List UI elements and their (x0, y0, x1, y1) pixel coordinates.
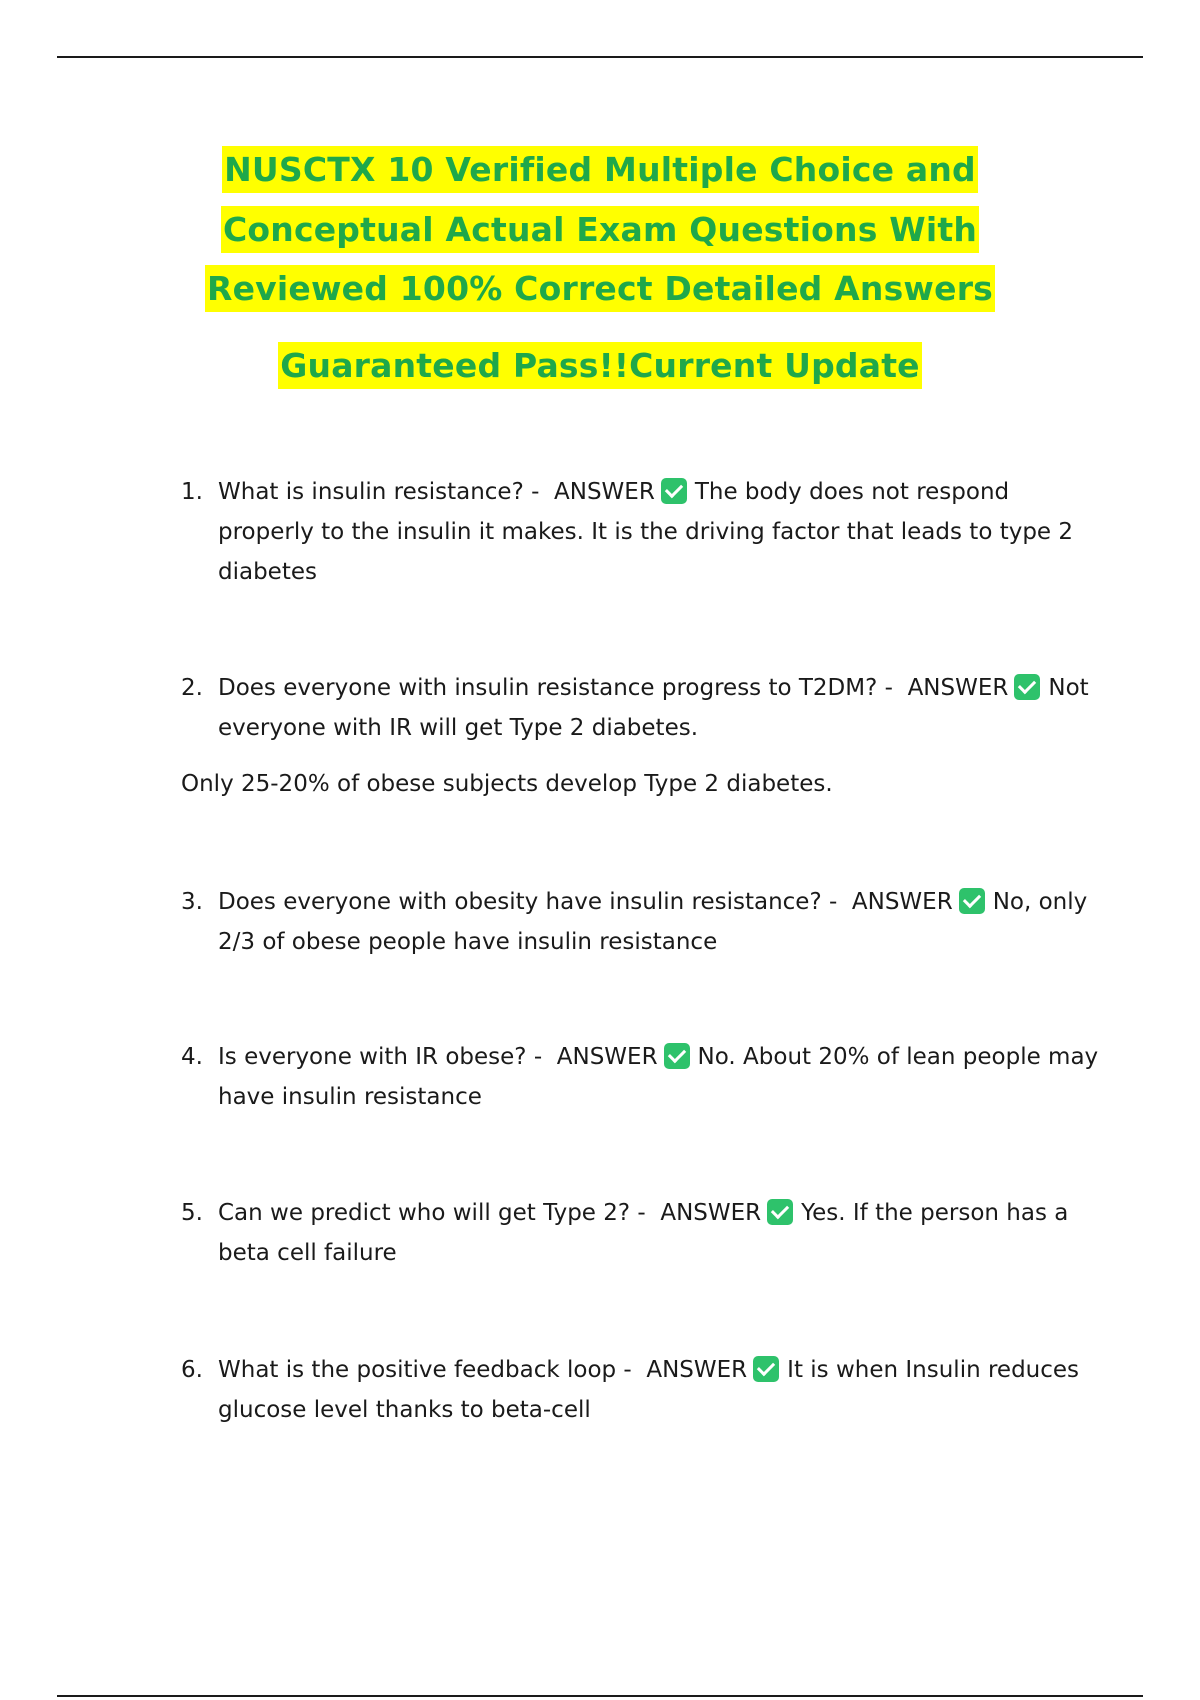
check-box-icon (767, 1199, 793, 1225)
title-line-3: Reviewed 100% Correct Detailed Answers (0, 263, 1200, 315)
answer-label: ANSWER (556, 1044, 658, 1070)
question-number: 5. (181, 1200, 203, 1226)
question-number: 6. (181, 1357, 203, 1383)
answer-text: It is when Insulin reduces glucose level thanks to beta-cell (218, 1357, 1080, 1423)
question-number: 1. (181, 479, 203, 505)
question-text: What is the positive feedback loop - (218, 1357, 632, 1383)
question-item-6 (181, 1350, 1111, 1430)
bottom-rule (57, 1695, 1143, 1697)
question-text: Can we predict who will get Type 2? - (218, 1200, 646, 1226)
answer-text: No. About 20% of lean people may have insulin resistance (218, 1044, 1099, 1110)
question-number: 3. (181, 889, 203, 915)
question-item-2 (181, 668, 1111, 748)
answer-text: Yes. If the person has a beta cell failure (218, 1200, 1069, 1266)
question-item-4 (181, 1037, 1111, 1117)
answer-text: Not everyone with IR will get Type 2 diabetes. (218, 675, 1089, 741)
check-box-icon (753, 1356, 779, 1382)
question-item-1 (181, 472, 1111, 592)
check-box-icon (1014, 674, 1040, 700)
note-text: Only 25-20% of obese subjects develop Type 2 diabetes. (181, 771, 833, 797)
question-text: Does everyone with obesity have insulin resistance? - (218, 889, 838, 915)
answer-label: ANSWER (660, 1200, 762, 1226)
answer-label: ANSWER (646, 1357, 748, 1383)
question-text: What is insulin resistance? - (218, 479, 540, 505)
question-item-3 (181, 882, 1111, 962)
question-text: Is everyone with IR obese? - (218, 1044, 543, 1070)
top-rule (57, 56, 1143, 58)
title-line-2: Conceptual Actual Exam Questions With (0, 204, 1200, 256)
check-box-icon (959, 888, 985, 914)
answer-text: The body does not respond properly to the insulin it makes. It is the driving factor that leads to type 2 diabetes (218, 479, 1074, 585)
question-text: Does everyone with insulin resistance progress to T2DM? - (218, 675, 893, 701)
question-item-5 (181, 1193, 1111, 1273)
answer-label: ANSWER (907, 675, 1009, 701)
answer-label: ANSWER (851, 889, 953, 915)
answer-label: ANSWER (554, 479, 655, 505)
check-box-icon (661, 478, 687, 504)
question-number: 4. (181, 1044, 203, 1070)
check-box-icon (664, 1043, 690, 1069)
title-line-4: Guaranteed Pass!!Current Update (0, 340, 1200, 392)
title-line-1: NUSCTX 10 Verified Multiple Choice and (0, 144, 1200, 196)
question-number: 2. (181, 675, 203, 701)
answer-text: No, only 2/3 of obese people have insulin resistance (218, 889, 1088, 955)
